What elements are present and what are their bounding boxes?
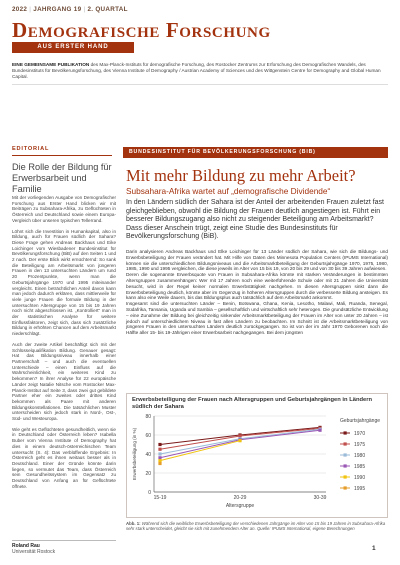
legend-marker-1980: [344, 453, 347, 456]
line-chart: [126, 412, 388, 517]
series-line-1990: [160, 441, 240, 461]
x-tick-label: 30-39: [313, 495, 327, 501]
legend-label-1995: 1995: [354, 486, 366, 492]
issue-volume: JAHRGANG 19: [33, 6, 82, 13]
legend-label-1980: 1980: [354, 453, 366, 459]
publication-title: Demografische Forschung: [12, 18, 271, 42]
data-point-1990: [158, 459, 161, 462]
x-tick-label: 15-19: [153, 495, 167, 501]
issue-line: 2022 | JAHRGANG 19 | 2. QUARTAL: [12, 6, 128, 13]
editorial-label: EDITORIAL: [12, 146, 112, 156]
masthead-bold: EINE GEMEINSAME PUBLIKATION: [12, 62, 90, 67]
body-paragraph: Deren die sogenannte Erwerbsquote von Frauen in Subsahara-Afrika könnte mit starken Veränderungen in bestimmten Altersgruppen zusammenhängen: Wer mit 17 Jahren noch eine weiterführende Schule oder mit 21 Jahren die Universität besucht, wird in der Regel keiner normalen Erwerbstätigkeit nachgehen. In diesen Altersgruppen sinkt dann die Erwerbsbeteiligung deutlich, könnte aber im Gegenzug in höheren Altersgruppen durch die verbesserte Bildung ansteigen. Es kann also eine Weile dauern, bis das Bildungsplus auch tatsächlich auf dem Arbeitsmarkt ankommt.: [126, 272, 388, 301]
editorial-paragraph: Mit der vorliegenden Ausgabe von Demografischer Forschung aus Erster Hand blicken wir mit Beiträgen zu Subsahara-Afrika, zu Geflüchteten in Österreich und Deutschland sowie einem Europa-Vergleich über unseren typischen Tellerrand.: [12, 195, 116, 223]
x-axis-label: Altersgruppe: [225, 503, 255, 509]
author-affiliation: Universität Rostock: [12, 549, 56, 555]
y-tick-label: 60: [145, 433, 151, 439]
legend-label-1970: 1970: [354, 431, 366, 437]
data-point-1985: [158, 456, 161, 459]
editorial-body: [12, 195, 116, 494]
caption-text: Während sich die weibliche Erwerbsbeteiligung der verschiedenen Jahrgänge im Alter von 15 bis 19 Jahren in Subsahara-Afrika sehr stark unterscheidet, gleicht sie sich mit zunehmendem Alter an. Quelle: IPUMS International, eigene Berechnungen: [126, 521, 386, 532]
body-paragraph: Insgesamt sind die untersuchten Länder – Benin, Botswana, Ghana, Kenia, Lesotho, Malawi, Mali, Ruanda, Senegal, Südafrika, Tansania, Uganda und Sambia – gesellschaftlich und wirtschaftlich sehr heterogen. Die grundsätzliche Entwicklung – eine Zunahme der Bildung bei gleichzeitig sinkender Arbeitsmarktbeteiligung der Frauen im Alter von unter 20 Jahren – ist jedoch auf unterschiedlichem Niveau in fast allen Ländern zu beobachten. Im Schnitt ist die Arbeitsmarktbeteiligung von jüngeren Frauen in den untersuchten Ländern deutlich zurückgegangen. So ist von der im Jahr 1970 Geborenen noch die Hälfte aller 15- bis 19-Jährigen einer Erwerbsarbeit nachgegangen. Bei dem jüngsten: [126, 301, 388, 336]
editorial-paragraph: Wie geht es Geflüchteten gesundheitlich, wenn sie in Deutschland oder Österreich leben? Isabella Buber vom Vienna Institute of Demography hat dies in einem deutsch-österreichischen Team untersucht (S. 4): Das verblüffende Ergebnis: In Österreich geht es ihnen weitaus besser als in Deutschland. Einer der Gründe könnte darin liegen, so vermutet das Team, dass Österreich sein Gesundheitssystem im Gegensatz zu Deutschland von Anfang an für Geflüchtete öffnete.: [12, 426, 116, 489]
data-point-1975: [158, 448, 161, 451]
legend-marker-1990: [344, 475, 347, 478]
article-title: Mit mehr Bildung zu mehr Arbeit?: [126, 166, 356, 185]
page-number: 1: [372, 545, 376, 552]
editorial-author: [12, 540, 116, 555]
editorial-title: Die Rolle der Bildung für Erwerbsarbeit und Familie: [12, 162, 112, 194]
legend-marker-1970: [344, 431, 347, 434]
article-lead: In den Ländern südlich der Sahara ist der Anteil der arbeitenden Frauen zuletzt fast gleichgeblieben, obwohl die Bildung der Frauen deutlich angestiegen ist. Führt ein besserer Bildungszugang also nicht zu steigender Beteiligung am Arbeitsmarkt? Dass dieser Anschein trügt, zeigt eine Studie des Bundesinstituts für Bevölkerungsforschung (BiB).: [126, 199, 384, 241]
section-bar: BUNDESINSTITUT FÜR BEVÖLKERUNGSFORSCHUNG (BIB): [123, 147, 388, 158]
masthead: [12, 62, 388, 80]
legend-title: Geburtsjahrgänge: [340, 418, 381, 424]
legend-marker-1975: [344, 442, 347, 445]
caption-label: Abb. 1:: [126, 521, 141, 526]
masthead-text: des Max-Planck-Instituts für demografische Forschung, des Rostocker Zentrums zur Erforschung des Demografischen Wandels, des Bundesinstituts für Bevölkerungsforschung, des Vienna Institute of Demography / Austrian Academy of Sciences und des Wittgenstein Centre for Demography and Global Human Capital.: [12, 62, 381, 79]
legend-label-1985: 1985: [354, 464, 366, 470]
article-body: [126, 249, 388, 336]
y-tick-label: 20: [145, 471, 151, 477]
body-paragraph: Darin analysieren Andreas Backhaus und Elke Loichinger für 13 Länder südlich der Sahara, wie sich die Bildungs- und Erwerbsbeteiligung der Frauen verändert hat. Mit Hilfe von Daten des Minnesota Population Centers (IPUMS International) können sie die unterschiedlichen Bildungsniveaus und die Arbeitsmarktbeteiligung der Geburtsjahrgänge 1970, 1975, 1980, 1985, 1990 und 1995 vergleichen, die diese jeweils im Alter von 15 bis 19, von 20 bis 29 und von 30 bis 39 Jahren aufwiesen.: [126, 249, 388, 272]
y-tick-label: 40: [145, 452, 151, 458]
article-subtitle: Subsahara-Afrika wartet auf „demografische Dividende“: [126, 186, 331, 196]
figure-caption: [126, 521, 388, 531]
legend-marker-1995: [344, 486, 347, 489]
editorial-paragraph: Löhnt sich die Investition in Humankapital, also in Bildung, auch für Frauen südlich der Sahara? Diese Frage gehen Andreas Backhaus und Eike Loichinger vom Wiesbadener Bundesinstitut für Bevölkerungsforschung (BiB) auf den Seiten 1 und 2 nach. Der erste Blick wirkt ernüchternd: So sank die Beteiligung am Arbeitsmarkt von jüngeren Frauen in den 13 untersuchten Ländern um rund 20 Prozentpunkte, wenn man die Geburtsjahrgänge 1970 und 1995 miteinander vergleicht. Einen beträchtlichen Anteil davon kann man jedoch dadurch erklären, dass mittlerweile für viele junge Frauen die formale Bildung in der untersuchten Altersgruppe von 15 bis 19 Jahren noch nicht abgeschlossen ist. „Kontrolliert“ man in der statistischen Analyse für weitere Einflussfaktoren, zeigt sich, dass sich zusätzliche Bildung in erhöhten Chancen auf dem Arbeitsmarkt niederschlägt.: [12, 228, 116, 337]
author-name: Roland Rau: [12, 543, 40, 549]
y-tick-label: 80: [145, 414, 151, 420]
y-tick-label: 0: [148, 490, 151, 496]
legend-label-1975: 1975: [354, 442, 366, 448]
editorial-paragraph: Auch der zweite Artikel beschäftigt sich mit der Schlüsselqualifikation Bildung. Genauer gesagt: Hat das Bildungsniveau innerhalb einer Partnerschaft – und auch die eventuellen Unterschiede – einen Einfluss auf die Wahrscheinlichkeit, ein weiteres Kind zu bekommen? In ihrer Analyse für 22 europäische Länder zeigt Natalie Nitsche vom Rostocker Max-Planck-Institut auf Seite 3, dass zwei gut gebildete Partner eher ein zweites oder drittes Kind bekommen als Paare mit anderen Bildungskonstellationen. Die tatsächlichen Muster unterscheiden sich jedoch stark in Nord-, Ost-, Süd- und Westeuropa.: [12, 341, 116, 422]
issue-quarter: 2. QUARTAL: [87, 6, 128, 13]
legend-marker-1985: [344, 464, 347, 467]
data-point-1970: [158, 443, 161, 446]
data-point-1990: [238, 439, 241, 442]
data-point-1995: [158, 462, 161, 465]
header-divider: [12, 84, 388, 85]
data-point-1985: [318, 429, 321, 432]
publication-tagline: AUS ERSTER HAND: [12, 42, 134, 53]
legend-label-1990: 1990: [354, 475, 366, 481]
data-point-1980: [158, 452, 161, 455]
y-axis-label: Erwerbsbeteiligung (in %): [132, 427, 137, 481]
data-point-1975: [238, 434, 241, 437]
figure-title: Erwerbsbeteiligung der Frauen nach Altersgruppen und Geburtsjahrgängen in Ländern südlich der Sahara: [132, 397, 373, 410]
x-tick-label: 20-29: [233, 495, 247, 501]
issue-year: 2022: [12, 6, 28, 13]
